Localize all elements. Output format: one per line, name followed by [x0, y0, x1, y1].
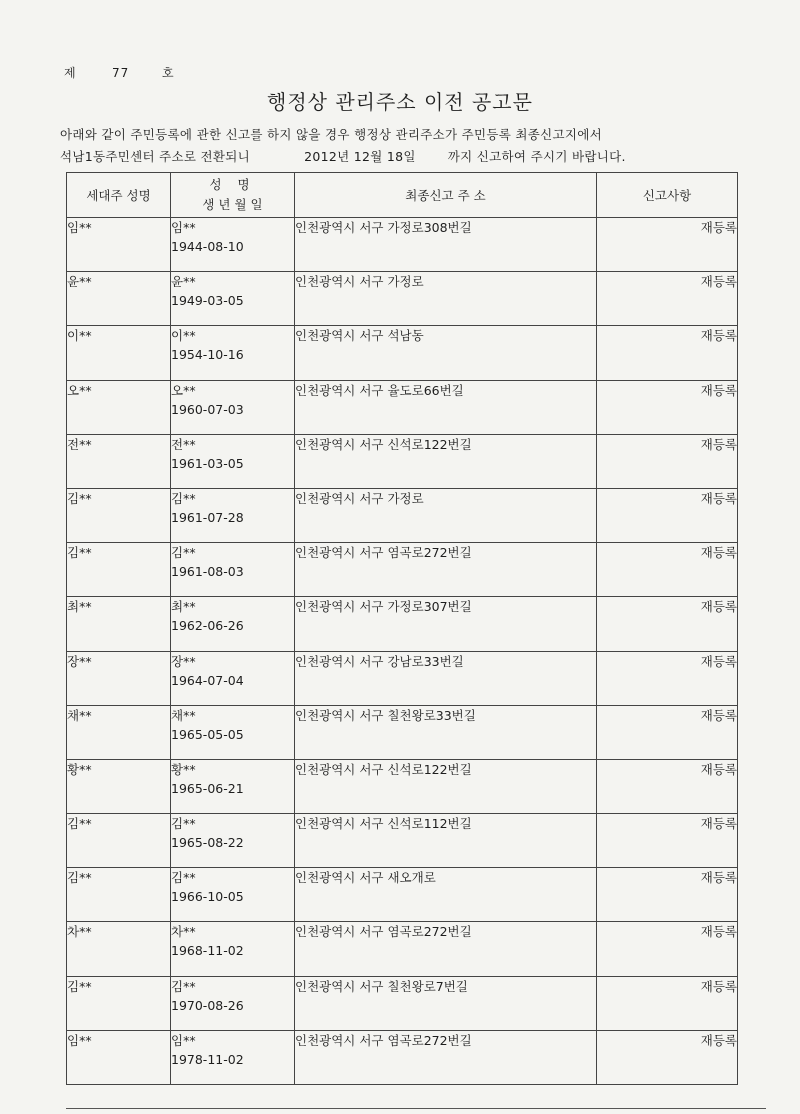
household-head-cell: 이** — [67, 326, 171, 380]
intro-line-2 — [60, 146, 760, 168]
birth-date: 1965-05-05 — [171, 726, 244, 742]
report-status-cell: 재등록 — [597, 976, 738, 1030]
intro-text — [60, 124, 760, 168]
report-status-cell: 재등록 — [597, 597, 738, 651]
name-birth-cell — [171, 380, 295, 434]
resident-name: 전** — [171, 436, 196, 452]
report-status-cell: 재등록 — [597, 272, 738, 326]
report-status-cell: 재등록 — [597, 1030, 738, 1084]
birth-date: 1961-08-03 — [171, 564, 244, 580]
birth-date: 1964-07-04 — [171, 672, 244, 688]
address-cell: 인천광역시 서구 강남로33번길 — [295, 651, 597, 705]
intro-line-1: 아래와 같이 주민등록에 관한 신고를 하지 않을 경우 행정상 관리주소가 주민등록 최종신고지에서 — [60, 127, 603, 142]
household-head-cell: 황** — [67, 759, 171, 813]
birth-date: 1960-07-03 — [171, 401, 244, 417]
header-report: 신고사항 — [597, 173, 738, 218]
birth-date: 1970-08-26 — [171, 997, 244, 1013]
address-cell: 인천광역시 서구 가정로307번길 — [295, 597, 597, 651]
header-name-birth — [171, 173, 295, 218]
birth-date: 1968-11-02 — [171, 943, 244, 959]
name-birth-cell — [171, 434, 295, 488]
table-row — [67, 976, 738, 1030]
header-household-head: 세대주 성명 — [67, 173, 171, 218]
report-status-cell: 재등록 — [597, 868, 738, 922]
resident-name: 장** — [171, 653, 196, 669]
household-head-cell: 오** — [67, 380, 171, 434]
table-row — [67, 488, 738, 542]
name-birth-cell — [171, 597, 295, 651]
birth-date: 1966-10-05 — [171, 889, 244, 905]
table-row — [67, 1030, 738, 1084]
household-head-cell: 차** — [67, 922, 171, 976]
birth-date: 1949-03-05 — [171, 293, 244, 309]
resident-name: 임** — [171, 220, 196, 235]
birth-date: 1965-08-22 — [171, 835, 244, 851]
address-cell: 인천광역시 서구 신석로112번길 — [295, 814, 597, 868]
header-birth: 생 년 월 일 — [202, 197, 263, 212]
address-cell: 인천광역시 서구 신석로122번길 — [295, 434, 597, 488]
intro-deadline: 2012년 12월 18일 — [304, 149, 416, 164]
household-head-cell: 채** — [67, 705, 171, 759]
name-birth-cell — [171, 218, 295, 272]
table-row — [67, 651, 738, 705]
address-cell: 인천광역시 서구 가정로308번길 — [295, 218, 597, 272]
address-cell: 인천광역시 서구 염곡로272번길 — [295, 922, 597, 976]
document-number — [64, 64, 175, 81]
resident-name: 김** — [171, 545, 196, 561]
table-row — [67, 218, 738, 272]
table-row — [67, 326, 738, 380]
table-header-row — [67, 173, 738, 218]
resident-name: 김** — [171, 816, 196, 832]
name-birth-cell — [171, 651, 295, 705]
name-birth-cell — [171, 543, 295, 597]
household-head-cell: 윤** — [67, 272, 171, 326]
report-status-cell: 재등록 — [597, 759, 738, 813]
name-birth-cell — [171, 488, 295, 542]
resident-name: 채** — [171, 707, 196, 723]
household-head-cell: 김** — [67, 976, 171, 1030]
document-number-value: 77 — [112, 66, 130, 80]
address-cell: 인천광역시 서구 율도로66번길 — [295, 380, 597, 434]
report-status-cell: 재등록 — [597, 543, 738, 597]
address-cell: 인천광역시 서구 석남동 — [295, 326, 597, 380]
report-status-cell: 재등록 — [597, 922, 738, 976]
resident-name: 이** — [171, 328, 196, 344]
name-birth-cell — [171, 868, 295, 922]
household-head-cell: 전** — [67, 434, 171, 488]
name-birth-cell — [171, 922, 295, 976]
name-birth-cell — [171, 705, 295, 759]
resident-name: 차** — [171, 924, 196, 940]
address-cell: 인천광역시 서구 칠천왕로7번길 — [295, 976, 597, 1030]
name-birth-cell — [171, 326, 295, 380]
address-cell: 인천광역시 서구 칠천왕로33번길 — [295, 705, 597, 759]
table-row — [67, 868, 738, 922]
resident-name: 김** — [171, 490, 196, 506]
name-birth-cell — [171, 759, 295, 813]
household-head-cell: 임** — [67, 218, 171, 272]
report-status-cell: 재등록 — [597, 326, 738, 380]
name-birth-cell — [171, 1030, 295, 1084]
address-cell: 인천광역시 서구 신석로122번길 — [295, 759, 597, 813]
resident-name: 황** — [171, 761, 196, 777]
household-head-cell: 임** — [67, 1030, 171, 1084]
household-head-cell: 김** — [67, 814, 171, 868]
address-cell: 인천광역시 서구 가정로 — [295, 488, 597, 542]
birth-date: 1944-08-10 — [171, 239, 244, 254]
birth-date: 1965-06-21 — [171, 780, 244, 796]
notice-table — [66, 172, 738, 1085]
address-cell: 인천광역시 서구 염곡로272번길 — [295, 1030, 597, 1084]
intro-line-2-start: 석남1동주민센터 주소로 전환되니 — [60, 149, 251, 164]
birth-date: 1954-10-16 — [171, 347, 244, 363]
address-cell: 인천광역시 서구 가정로 — [295, 272, 597, 326]
resident-name: 최** — [171, 599, 196, 615]
name-birth-cell — [171, 976, 295, 1030]
bottom-rule — [66, 1108, 766, 1109]
table-row — [67, 814, 738, 868]
household-head-cell: 김** — [67, 488, 171, 542]
table-row — [67, 434, 738, 488]
report-status-cell: 재등록 — [597, 434, 738, 488]
report-status-cell: 재등록 — [597, 705, 738, 759]
document-number-suffix: 호 — [162, 66, 175, 80]
report-status-cell: 재등록 — [597, 814, 738, 868]
household-head-cell: 김** — [67, 868, 171, 922]
household-head-cell: 김** — [67, 543, 171, 597]
report-status-cell: 재등록 — [597, 488, 738, 542]
resident-name: 임** — [171, 1032, 196, 1048]
table-row — [67, 922, 738, 976]
address-cell: 인천광역시 서구 새오개로 — [295, 868, 597, 922]
table-row — [67, 597, 738, 651]
resident-name: 김** — [171, 870, 196, 886]
household-head-cell: 장** — [67, 651, 171, 705]
name-birth-cell — [171, 272, 295, 326]
report-status-cell: 재등록 — [597, 651, 738, 705]
birth-date: 1961-07-28 — [171, 509, 244, 525]
address-cell: 인천광역시 서구 염곡로272번길 — [295, 543, 597, 597]
table-row — [67, 380, 738, 434]
page-title: 행정상 관리주소 이전 공고문 — [267, 90, 533, 114]
household-head-cell: 최** — [67, 597, 171, 651]
birth-date: 1962-06-26 — [171, 618, 244, 634]
birth-date: 1978-11-02 — [171, 1051, 244, 1067]
document-number-prefix: 제 — [64, 66, 77, 80]
header-address: 최종신고 주 소 — [295, 173, 597, 218]
resident-name: 윤** — [171, 274, 196, 290]
name-birth-cell — [171, 814, 295, 868]
resident-name: 김** — [171, 978, 196, 994]
header-name: 성 명 — [209, 177, 256, 192]
table-row — [67, 272, 738, 326]
report-status-cell: 재등록 — [597, 380, 738, 434]
birth-date: 1961-03-05 — [171, 455, 244, 471]
intro-line-2-end: 까지 신고하여 주시기 바랍니다. — [447, 149, 626, 164]
report-status-cell: 재등록 — [597, 218, 738, 272]
resident-name: 오** — [171, 382, 196, 398]
table-row — [67, 705, 738, 759]
table-row — [67, 759, 738, 813]
table-row — [67, 543, 738, 597]
